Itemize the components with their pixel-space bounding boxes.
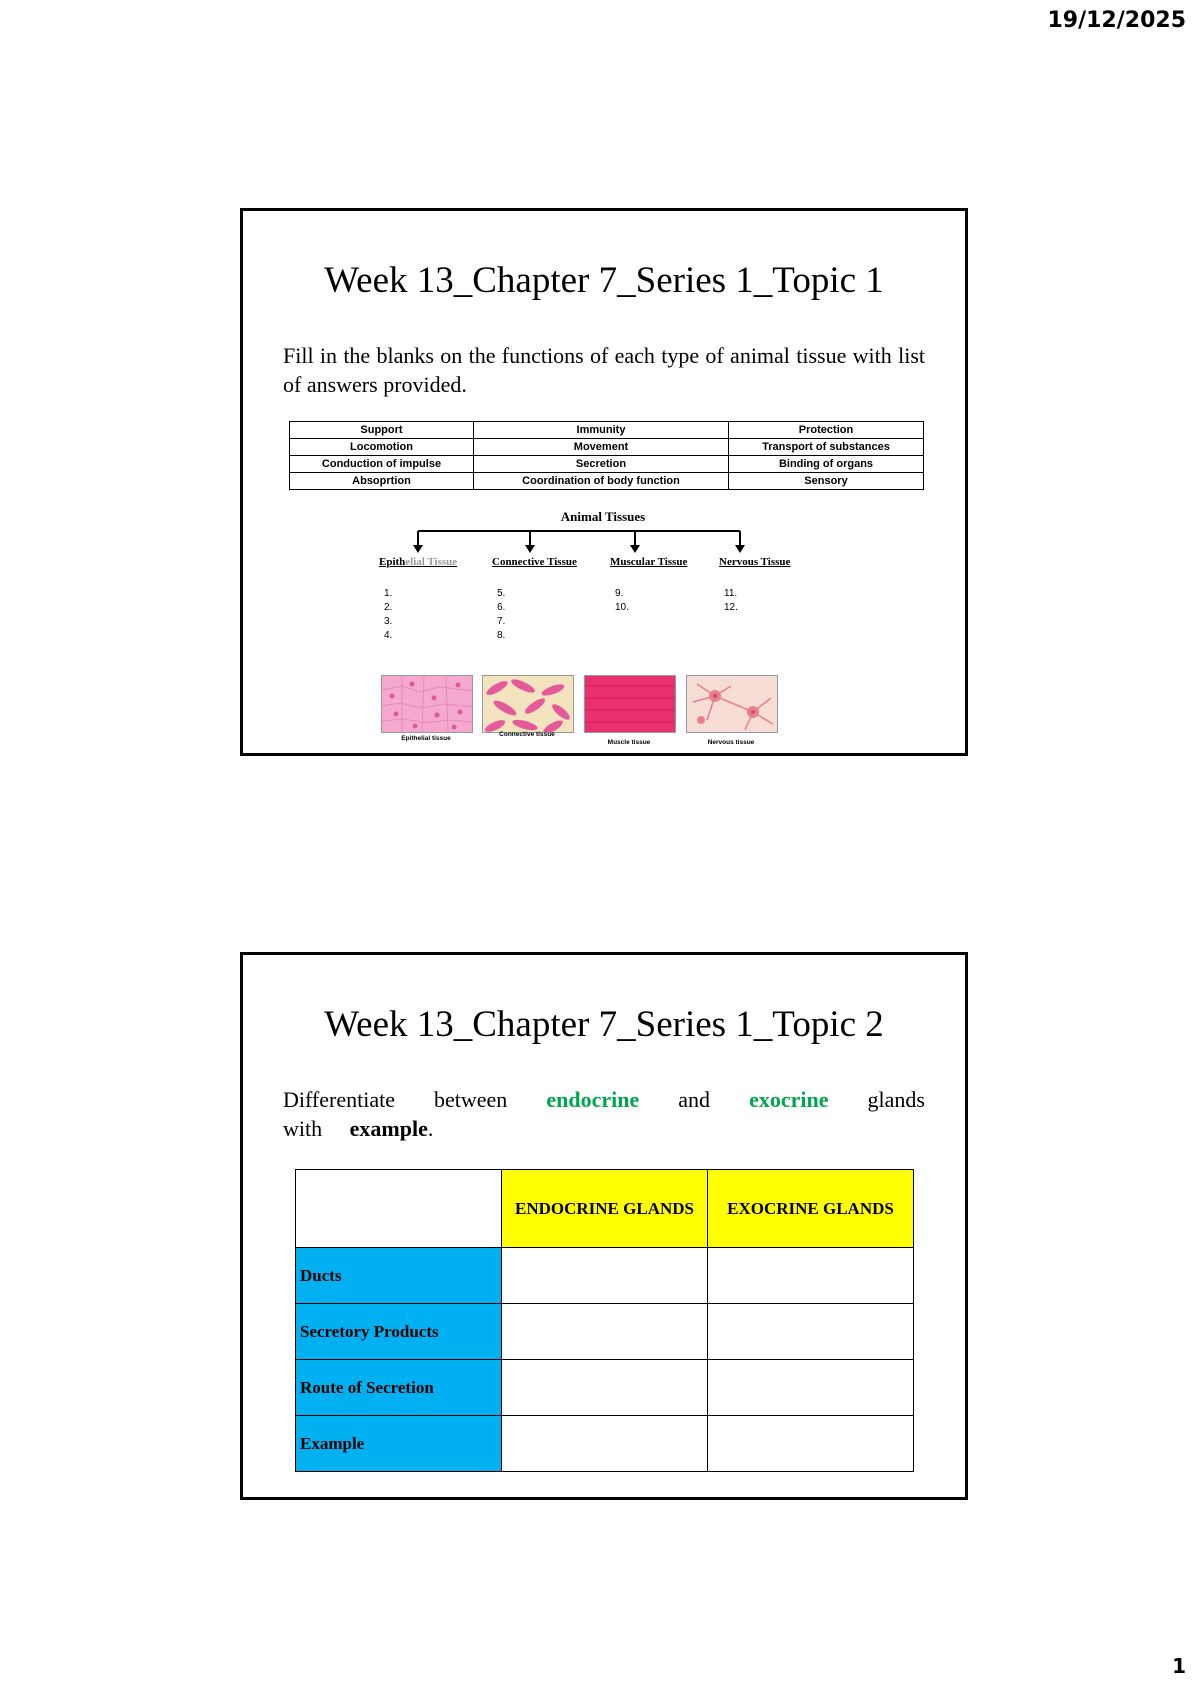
blank-item: 8.	[497, 630, 506, 641]
image-caption: Epithelial tissue	[401, 735, 451, 742]
tree-root-label: Animal Tissues	[560, 509, 646, 524]
branch-muscular: Muscular Tissue	[610, 556, 688, 568]
blank-item: 11.	[724, 588, 738, 599]
branch-label: Epith	[379, 556, 406, 568]
instruction-part: and	[639, 1087, 750, 1112]
blank-item: 2.	[384, 602, 393, 613]
answer-cell: Support	[290, 422, 474, 439]
slide-title: Week 13_Chapter 7_Series 1_Topic 1	[324, 260, 884, 301]
answer-cell: Immunity	[474, 422, 729, 439]
slide-topic-2	[240, 952, 968, 1500]
answer-cell: Conduction of impulse	[290, 456, 474, 473]
blank-item: 7.	[497, 616, 506, 627]
blank-item: 1.	[384, 588, 393, 599]
blank-cell[interactable]	[502, 1248, 708, 1304]
blank-cell[interactable]	[708, 1360, 914, 1416]
header-exocrine: EXOCRINE GLANDS	[708, 1170, 914, 1248]
blank-list-connective	[497, 587, 505, 643]
blank-list-muscular	[615, 587, 629, 615]
image-caption: Muscle tissue	[607, 739, 651, 746]
blank-cell[interactable]	[502, 1416, 708, 1472]
answer-cell: Transport of substances	[729, 439, 924, 456]
slide-title: Week 13_Chapter 7_Series 1_Topic 2	[324, 1004, 884, 1045]
instruction-part: .	[427, 1116, 434, 1141]
answer-cell: Binding of organs	[729, 456, 924, 473]
keyword-example: example	[349, 1116, 428, 1141]
header-endocrine: ENDOCRINE GLANDS	[502, 1170, 708, 1248]
row-label-secretory-products: Secretory Products	[296, 1304, 502, 1360]
answer-cell: Absoprtion	[290, 473, 474, 490]
answer-cell: Movement	[474, 439, 729, 456]
blank-item: 10.	[615, 602, 629, 613]
answer-cell: Protection	[729, 422, 924, 439]
row-label-route-of-secretion: Route of Secretion	[296, 1360, 502, 1416]
keyword-endocrine: endocrine	[546, 1087, 640, 1112]
image-caption: Nervous tissue	[707, 739, 755, 746]
blank-cell[interactable]	[502, 1360, 708, 1416]
page-number: 1	[1172, 1654, 1186, 1678]
keyword-exocrine: exocrine	[749, 1087, 829, 1112]
branch-connective: Connective Tissue	[492, 556, 577, 568]
table-row	[296, 1248, 914, 1304]
instruction-part: Differentiate between	[283, 1087, 547, 1112]
table-row	[296, 1416, 914, 1472]
muscle-tissue-image	[584, 675, 676, 733]
branch-label-faded: elial Tissue	[405, 556, 458, 568]
blank-item: 5.	[497, 588, 506, 599]
blank-item: 4.	[384, 630, 393, 641]
slide-topic-1	[240, 208, 968, 756]
answer-cell: Locomotion	[290, 439, 474, 456]
branch-nervous: Nervous Tissue	[719, 556, 791, 568]
blank-cell[interactable]	[708, 1416, 914, 1472]
row-label-example: Example	[296, 1416, 502, 1472]
instruction-text	[283, 1085, 925, 1143]
blank-cell[interactable]	[708, 1304, 914, 1360]
instruction-text: Fill in the blanks on the functions of each type of animal tissue with list of answers provided.	[283, 343, 925, 397]
table-row	[296, 1360, 914, 1416]
blank-cell[interactable]	[502, 1304, 708, 1360]
blank-item: 6.	[497, 602, 506, 613]
table-row	[296, 1304, 914, 1360]
blank-item: 9.	[615, 588, 624, 599]
tissue-tree-connectors	[243, 211, 965, 611]
branch-epithelial	[379, 556, 457, 568]
answer-cell: Secretion	[474, 456, 729, 473]
connective-tissue-image	[482, 675, 574, 733]
header-date: 19/12/2025	[1047, 8, 1186, 33]
blank-list-epithelial	[384, 587, 392, 643]
epithelial-tissue-image	[381, 675, 473, 733]
answer-cell: Sensory	[729, 473, 924, 490]
blank-cell[interactable]	[708, 1248, 914, 1304]
row-label-ducts: Ducts	[296, 1248, 502, 1304]
nervous-tissue-image	[686, 675, 778, 733]
image-caption: Connective tissue	[499, 731, 555, 738]
glands-comparison-table	[295, 1169, 914, 1472]
blank-item: 12.	[724, 602, 738, 613]
table-corner-cell	[296, 1170, 502, 1248]
instruction-part: glands with	[283, 1087, 925, 1141]
table-header-row	[296, 1170, 914, 1248]
blank-list-nervous	[724, 587, 738, 615]
answer-cell: Coordination of body function	[474, 473, 729, 490]
blank-item: 3.	[384, 616, 393, 627]
